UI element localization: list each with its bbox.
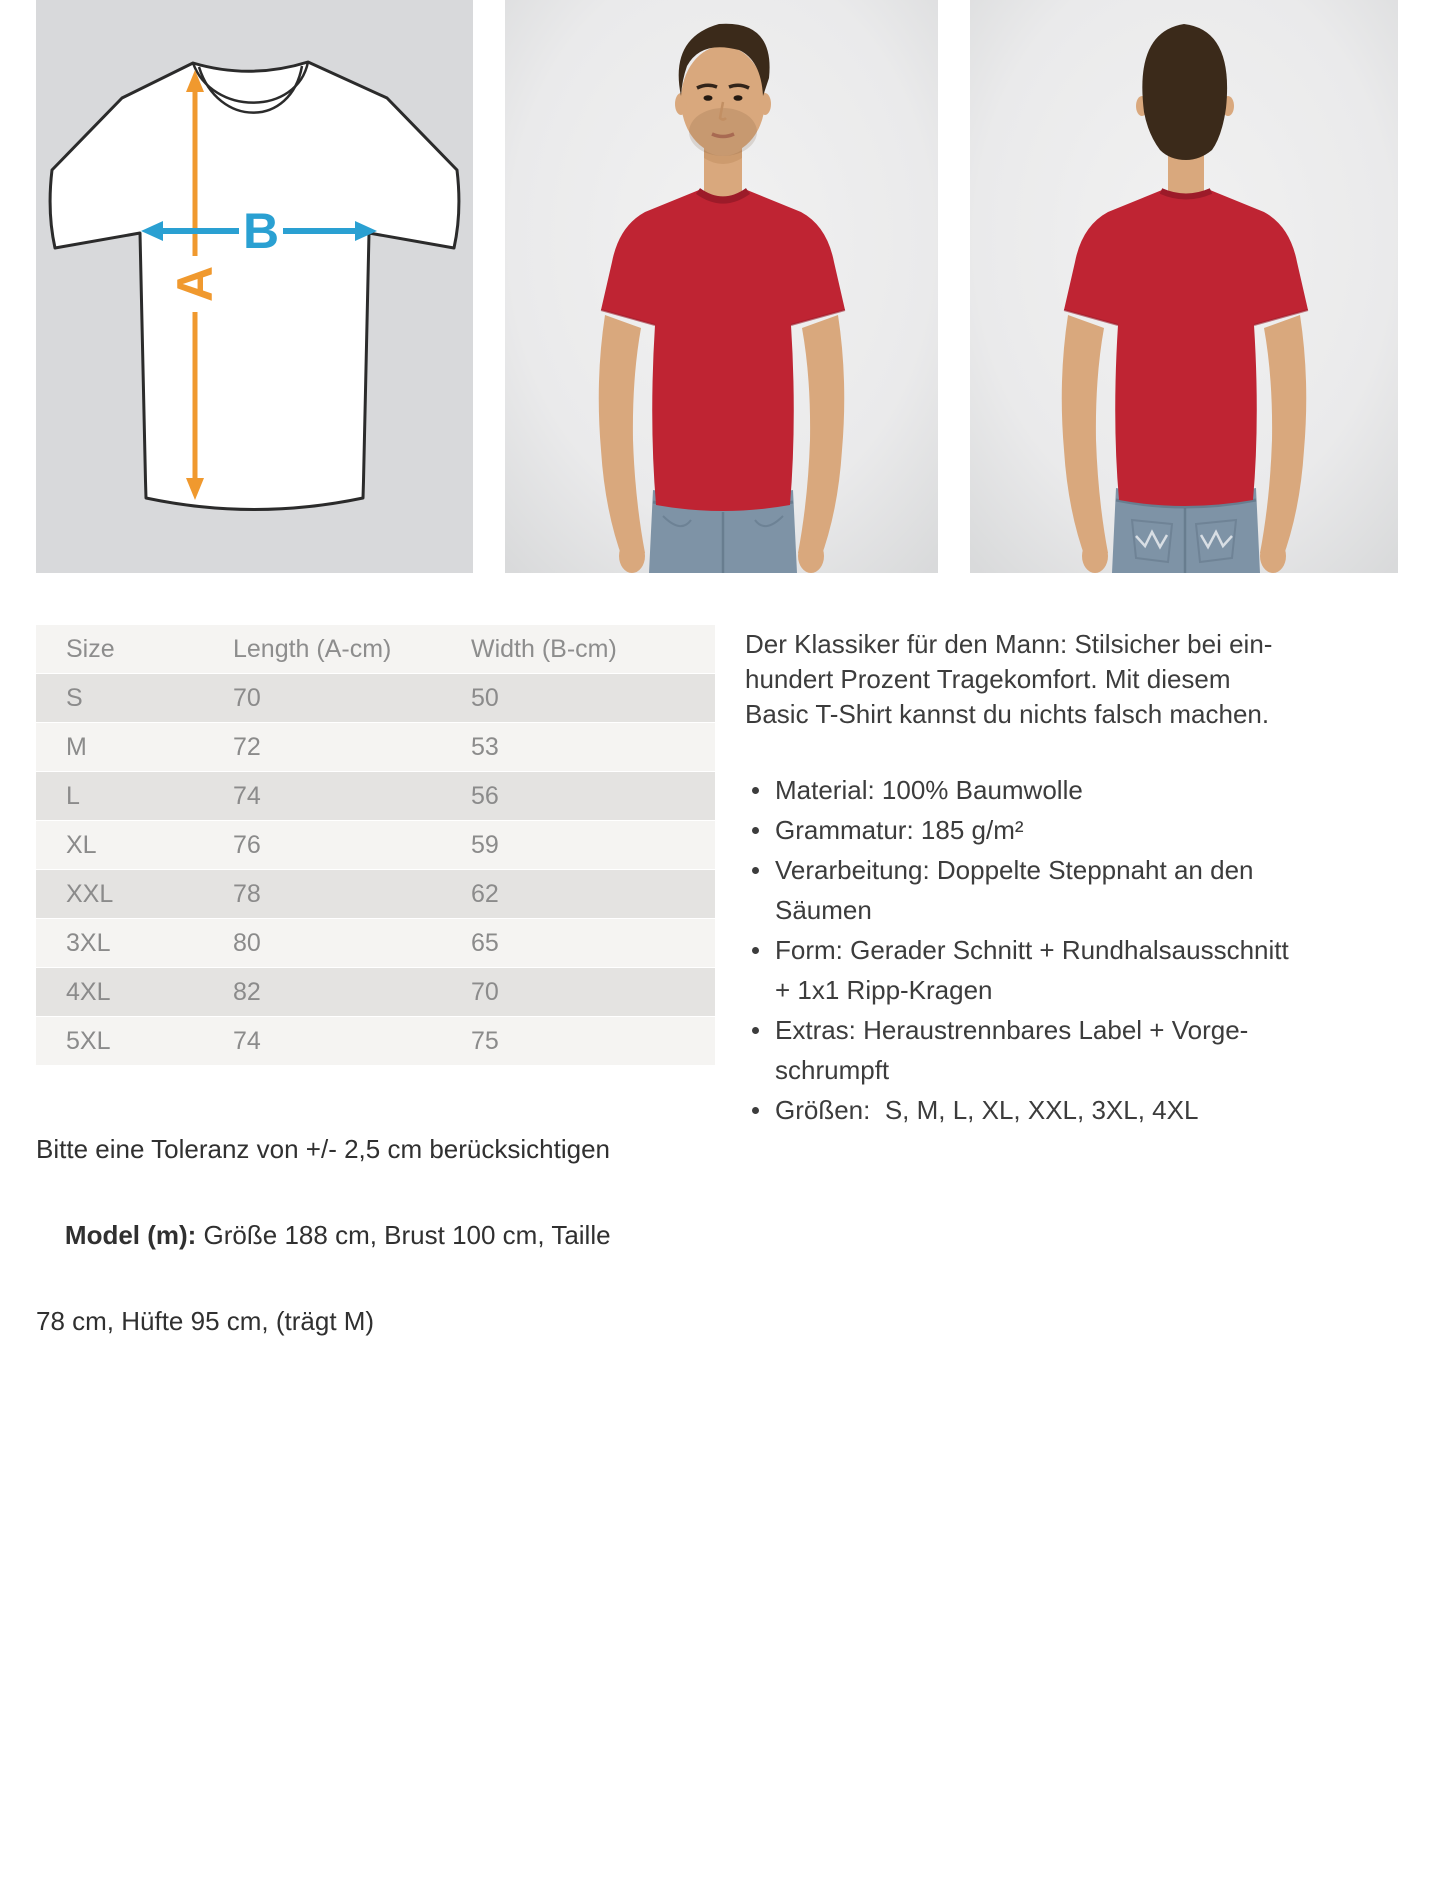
size-cell: XL (66, 830, 97, 859)
table-row (36, 821, 715, 869)
size-table (36, 625, 715, 1066)
table-row (36, 968, 715, 1016)
tshirt-outline-icon (50, 62, 459, 510)
bullet-line: + 1x1 Ripp-Kragen (775, 975, 993, 1005)
bullet-item (745, 930, 1405, 1010)
length-cell: 82 (233, 977, 261, 1006)
bullet-icon (752, 787, 759, 794)
description-bullets (745, 770, 1405, 1130)
left-ear (675, 93, 687, 115)
size-cell: 3XL (66, 928, 111, 957)
table-row (36, 870, 715, 918)
label-a: A (167, 265, 223, 303)
size-cell: M (66, 732, 87, 761)
header-length: Length (A-cm) (233, 634, 392, 663)
length-cell: 76 (233, 830, 261, 859)
header-size: Size (66, 634, 115, 663)
bullet-line: Säumen (775, 895, 872, 925)
right-ear (759, 93, 771, 115)
description-intro (745, 627, 1405, 732)
product-description (745, 627, 1405, 1130)
bullet-line: Form: Gerader Schnitt + Rundhalsausschnitt (775, 935, 1289, 965)
model-back-image (970, 0, 1398, 573)
bullet-line: Größen: S, M, L, XL, XXL, 3XL, 4XL (775, 1095, 1199, 1125)
bullet-line: Grammatur: 185 g/m² (775, 815, 1024, 845)
left-eye (704, 95, 713, 101)
size-diagram-image (36, 0, 473, 573)
length-cell: 74 (233, 781, 261, 810)
width-cell: 53 (471, 732, 499, 761)
table-row (36, 723, 715, 771)
size-cell: 4XL (66, 977, 111, 1006)
left-hand (619, 539, 645, 573)
bullet-icon (752, 1027, 759, 1034)
label-b: B (242, 203, 280, 259)
length-cell: 70 (233, 683, 261, 712)
bullet-item (745, 1090, 1405, 1130)
size-table-header (36, 625, 715, 673)
size-cell: L (66, 781, 80, 810)
model-back-svg (970, 0, 1398, 573)
width-cell: 56 (471, 781, 499, 810)
size-cell: 5XL (66, 1026, 111, 1055)
left-hand (1082, 539, 1108, 573)
bullet-line: Material: 100% Baumwolle (775, 775, 1083, 805)
length-cell: 72 (233, 732, 261, 761)
length-cell: 80 (233, 928, 261, 957)
width-cell: 59 (471, 830, 499, 859)
table-row (36, 674, 715, 722)
size-table-rows (36, 674, 715, 1065)
tshirt-diagram-svg (36, 0, 473, 573)
bullet-icon (752, 867, 759, 874)
size-cell: XXL (66, 879, 114, 908)
model-info-line2: 78 cm, Hüfte 95 cm, (trägt M) (36, 1306, 375, 1336)
tolerance-note: Bitte eine Toleranz von +/- 2,5 cm berücksichtigen (36, 1134, 610, 1164)
model-front-image (505, 0, 938, 573)
intro-line: hundert Prozent Tragekomfort. Mit diesem (745, 664, 1231, 694)
bullet-icon (752, 827, 759, 834)
width-cell: 50 (471, 683, 499, 712)
model-info-label: Model (m): (64, 1220, 197, 1250)
header-width: Width (B-cm) (471, 634, 617, 663)
bullet-icon (752, 947, 759, 954)
width-cell: 65 (471, 928, 499, 957)
length-cell: 78 (233, 879, 261, 908)
model-front-svg (505, 0, 938, 573)
table-row (36, 1017, 715, 1065)
right-hand (1260, 539, 1286, 573)
intro-line: Der Klassiker für den Mann: Stilsicher bei ein- (745, 629, 1273, 659)
bullet-item (745, 770, 1405, 810)
bullet-item (745, 810, 1405, 850)
width-cell: 62 (471, 879, 499, 908)
beard-stubble (689, 108, 757, 156)
bullet-item (745, 1010, 1405, 1090)
notes (36, 1128, 696, 1343)
intro-line: Basic T-Shirt kannst du nichts falsch machen. (745, 699, 1270, 729)
right-hand (798, 539, 824, 573)
width-cell: 70 (471, 977, 499, 1006)
model-info (36, 1171, 696, 1300)
size-cell: S (66, 683, 83, 712)
bullet-line: schrumpft (775, 1055, 890, 1085)
bullet-icon (752, 1107, 759, 1114)
table-row (36, 919, 715, 967)
bullet-line: Verarbeitung: Doppelte Steppnaht an den (775, 855, 1254, 885)
bullet-line: Extras: Heraustrennbares Label + Vorge- (775, 1015, 1249, 1045)
length-cell: 74 (233, 1026, 261, 1055)
bullet-item (745, 850, 1405, 930)
table-row (36, 772, 715, 820)
model-info-rest: Größe 188 cm, Brust 100 cm, Taille (196, 1220, 611, 1250)
hair-back (1142, 24, 1227, 160)
width-cell: 75 (471, 1026, 499, 1055)
right-eye (734, 95, 743, 101)
